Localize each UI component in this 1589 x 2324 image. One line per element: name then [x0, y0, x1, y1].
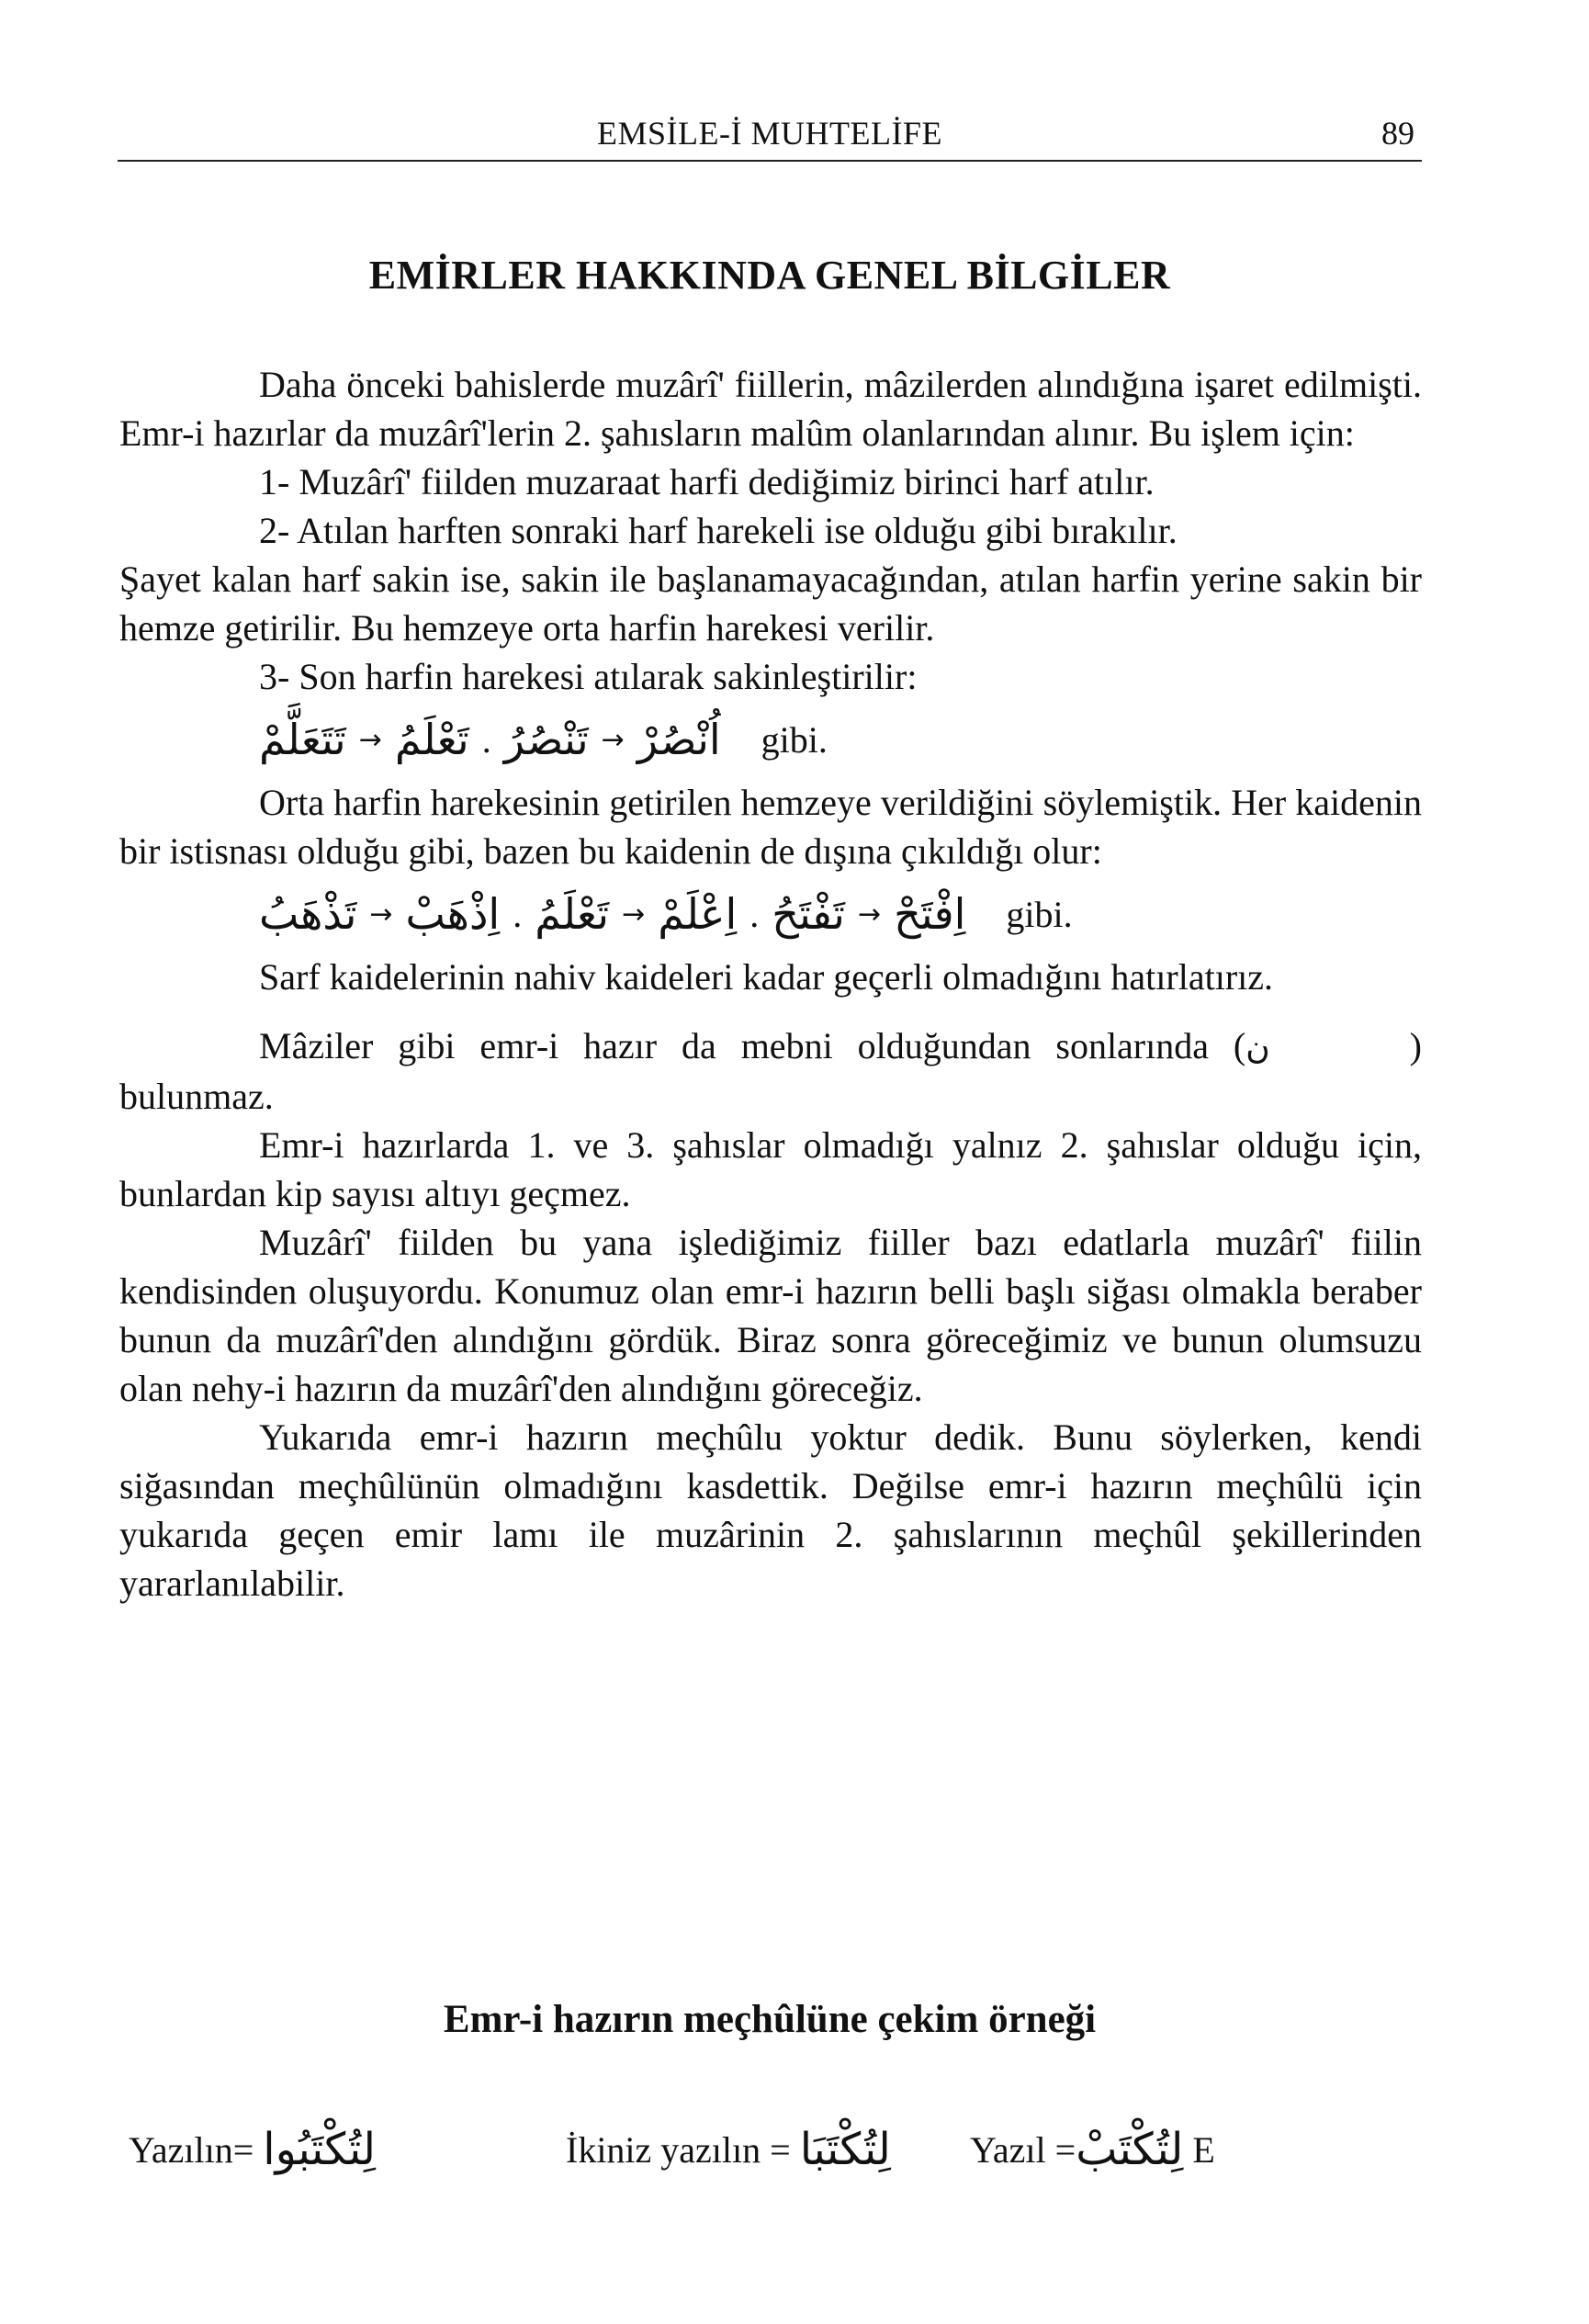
arabic-word: لِتُكْتَبُوا: [263, 2124, 377, 2175]
arrow-icon: →: [622, 897, 646, 931]
page-number: 89: [1381, 115, 1414, 152]
arabic-word: تَعْلَمُ: [394, 714, 469, 764]
gibi-label: gibi.: [1006, 893, 1073, 935]
arrow-icon: →: [358, 723, 382, 756]
arrow-icon: →: [601, 723, 625, 756]
paragraph-rule-3: 3- Son harfin harekesi atılarak sakinleştirilir:: [259, 656, 918, 697]
arabic-word: تَذْهَبُ: [259, 888, 357, 939]
separator: .: [749, 893, 760, 935]
paragraph-text: Mâziler gibi emr-i hazır da mebni olduğundan sonlarında (: [259, 1025, 1246, 1066]
conjugation-singular: [970, 2113, 1215, 2186]
example-line-2: [119, 875, 1422, 953]
conjugation-label: Yazılın=: [129, 2128, 254, 2171]
arabic-word: تَتَعَلَّمْ: [259, 714, 346, 764]
paragraph: Orta harfin harekesinin getirilen hemzeye verildiğini söylemiştik. Her kaidenin bir istisnası olduğu gibi, bazen bu kaidenin de dışına çıkıldığı olur:: [119, 782, 1422, 872]
paragraph: Emr-i hazırlarda 1. ve 3. şahıslar olmadığı yalnız 2. şahıslar olduğu için, bunlardan kip sayısı altıyı geçmez.: [119, 1124, 1422, 1214]
arabic-word: تَعْلَمُ: [535, 888, 610, 939]
paragraph: Sarf kaidelerinin nahiv kaideleri kadar geçerli olmadığını hatırlatırız.: [259, 956, 1274, 998]
arabic-word: لِتُكْتَبْ: [1076, 2124, 1184, 2175]
body-text: [119, 360, 1422, 1608]
separator: .: [481, 718, 491, 761]
arabic-word: اِفْتَحْ: [894, 888, 966, 939]
paragraph: Şayet kalan harf sakin ise, sakin ile başlanamayacağından, atılan harfin yerine sakin bir hemze getirilir. Bu hemzeye orta harfin harekesi verilir.: [119, 558, 1422, 649]
separator: .: [513, 893, 523, 935]
conjugation-plural: [129, 2113, 376, 2186]
paragraph-rule-1: 1- Muzârî' fiilden muzaraat harfi dediğimiz birinci harf atılır.: [259, 461, 1155, 502]
conjugation-dual: [566, 2113, 891, 2186]
conjugation-label: Yazıl =: [970, 2128, 1076, 2171]
paragraph: Yukarıda emr-i hazırın meçhûlu yoktur dedik. Bunu söylerken, kendi siğasından meçhûlünün olmadığını kasdettik. Değilse emr-i hazırın meçhûlü için yukarıda geçen emir lamı ile muzârinin 2. şahıslarının meçhûl şekillerinden yararlanılabilir.: [119, 1416, 1422, 1604]
paragraph: Muzârî' fiilden bu yana işlediğimiz fiiller bazı edatlarla muzârî' fiilin kendisinden oluşuyordu. Konumuz olan emr-i hazırın belli başlı siğası olmakla beraber bunun da muzârî'den alındığını gördük. Biraz sonra göreceğimiz ve bunun olumsuzu olan nehy-i hazırın da muzârî'den alındığını göreceğiz.: [119, 1222, 1422, 1409]
conjugation-row: [119, 2113, 1424, 2186]
running-title: EMSİLE-İ MUHTELİFE: [597, 115, 942, 152]
paragraph-text: ) bulunmaz.: [119, 1025, 1422, 1117]
example-line-1: [119, 701, 1422, 778]
conjugation-label: İkiniz yazılın =: [566, 2128, 791, 2171]
arabic-word: اُنْصُرْ: [637, 714, 721, 764]
arabic-word: تَفْتَحُ: [772, 888, 845, 939]
arabic-word: تَنْصُرُ: [503, 714, 589, 764]
arrow-icon: →: [369, 897, 393, 931]
paragraph-rule-2: 2- Atılan harften sonraki harf harekeli ise olduğu gibi bırakılır.: [259, 510, 1178, 551]
arabic-word: اِعْلَمْ: [658, 888, 738, 939]
paragraph: Daha önceki bahislerde muzârî' fiillerin, mâzilerden alındığına işaret edilmişti. Emr-i hazırlar da muzârî'lerin 2. şahısların malûm olanlarından alınır. Bu işlem için:: [119, 364, 1422, 454]
arabic-word: لِتُكْتَبَا: [799, 2124, 891, 2175]
subsection-title: Emr-i hazırın meçhûlüne çekim örneği: [443, 1998, 1097, 2041]
gibi-label: gibi.: [761, 718, 828, 761]
running-header: [118, 108, 1422, 162]
section-title: EMİRLER HAKKINDA GENEL BİLGİLER: [368, 253, 1171, 298]
arrow-icon: →: [857, 897, 882, 931]
arabic-word: اِذْهَبْ: [405, 888, 501, 939]
arabic-letter: ن: [1245, 1029, 1270, 1066]
conjugation-suffix: E: [1192, 2128, 1215, 2171]
paragraph: [119, 1021, 1422, 1121]
